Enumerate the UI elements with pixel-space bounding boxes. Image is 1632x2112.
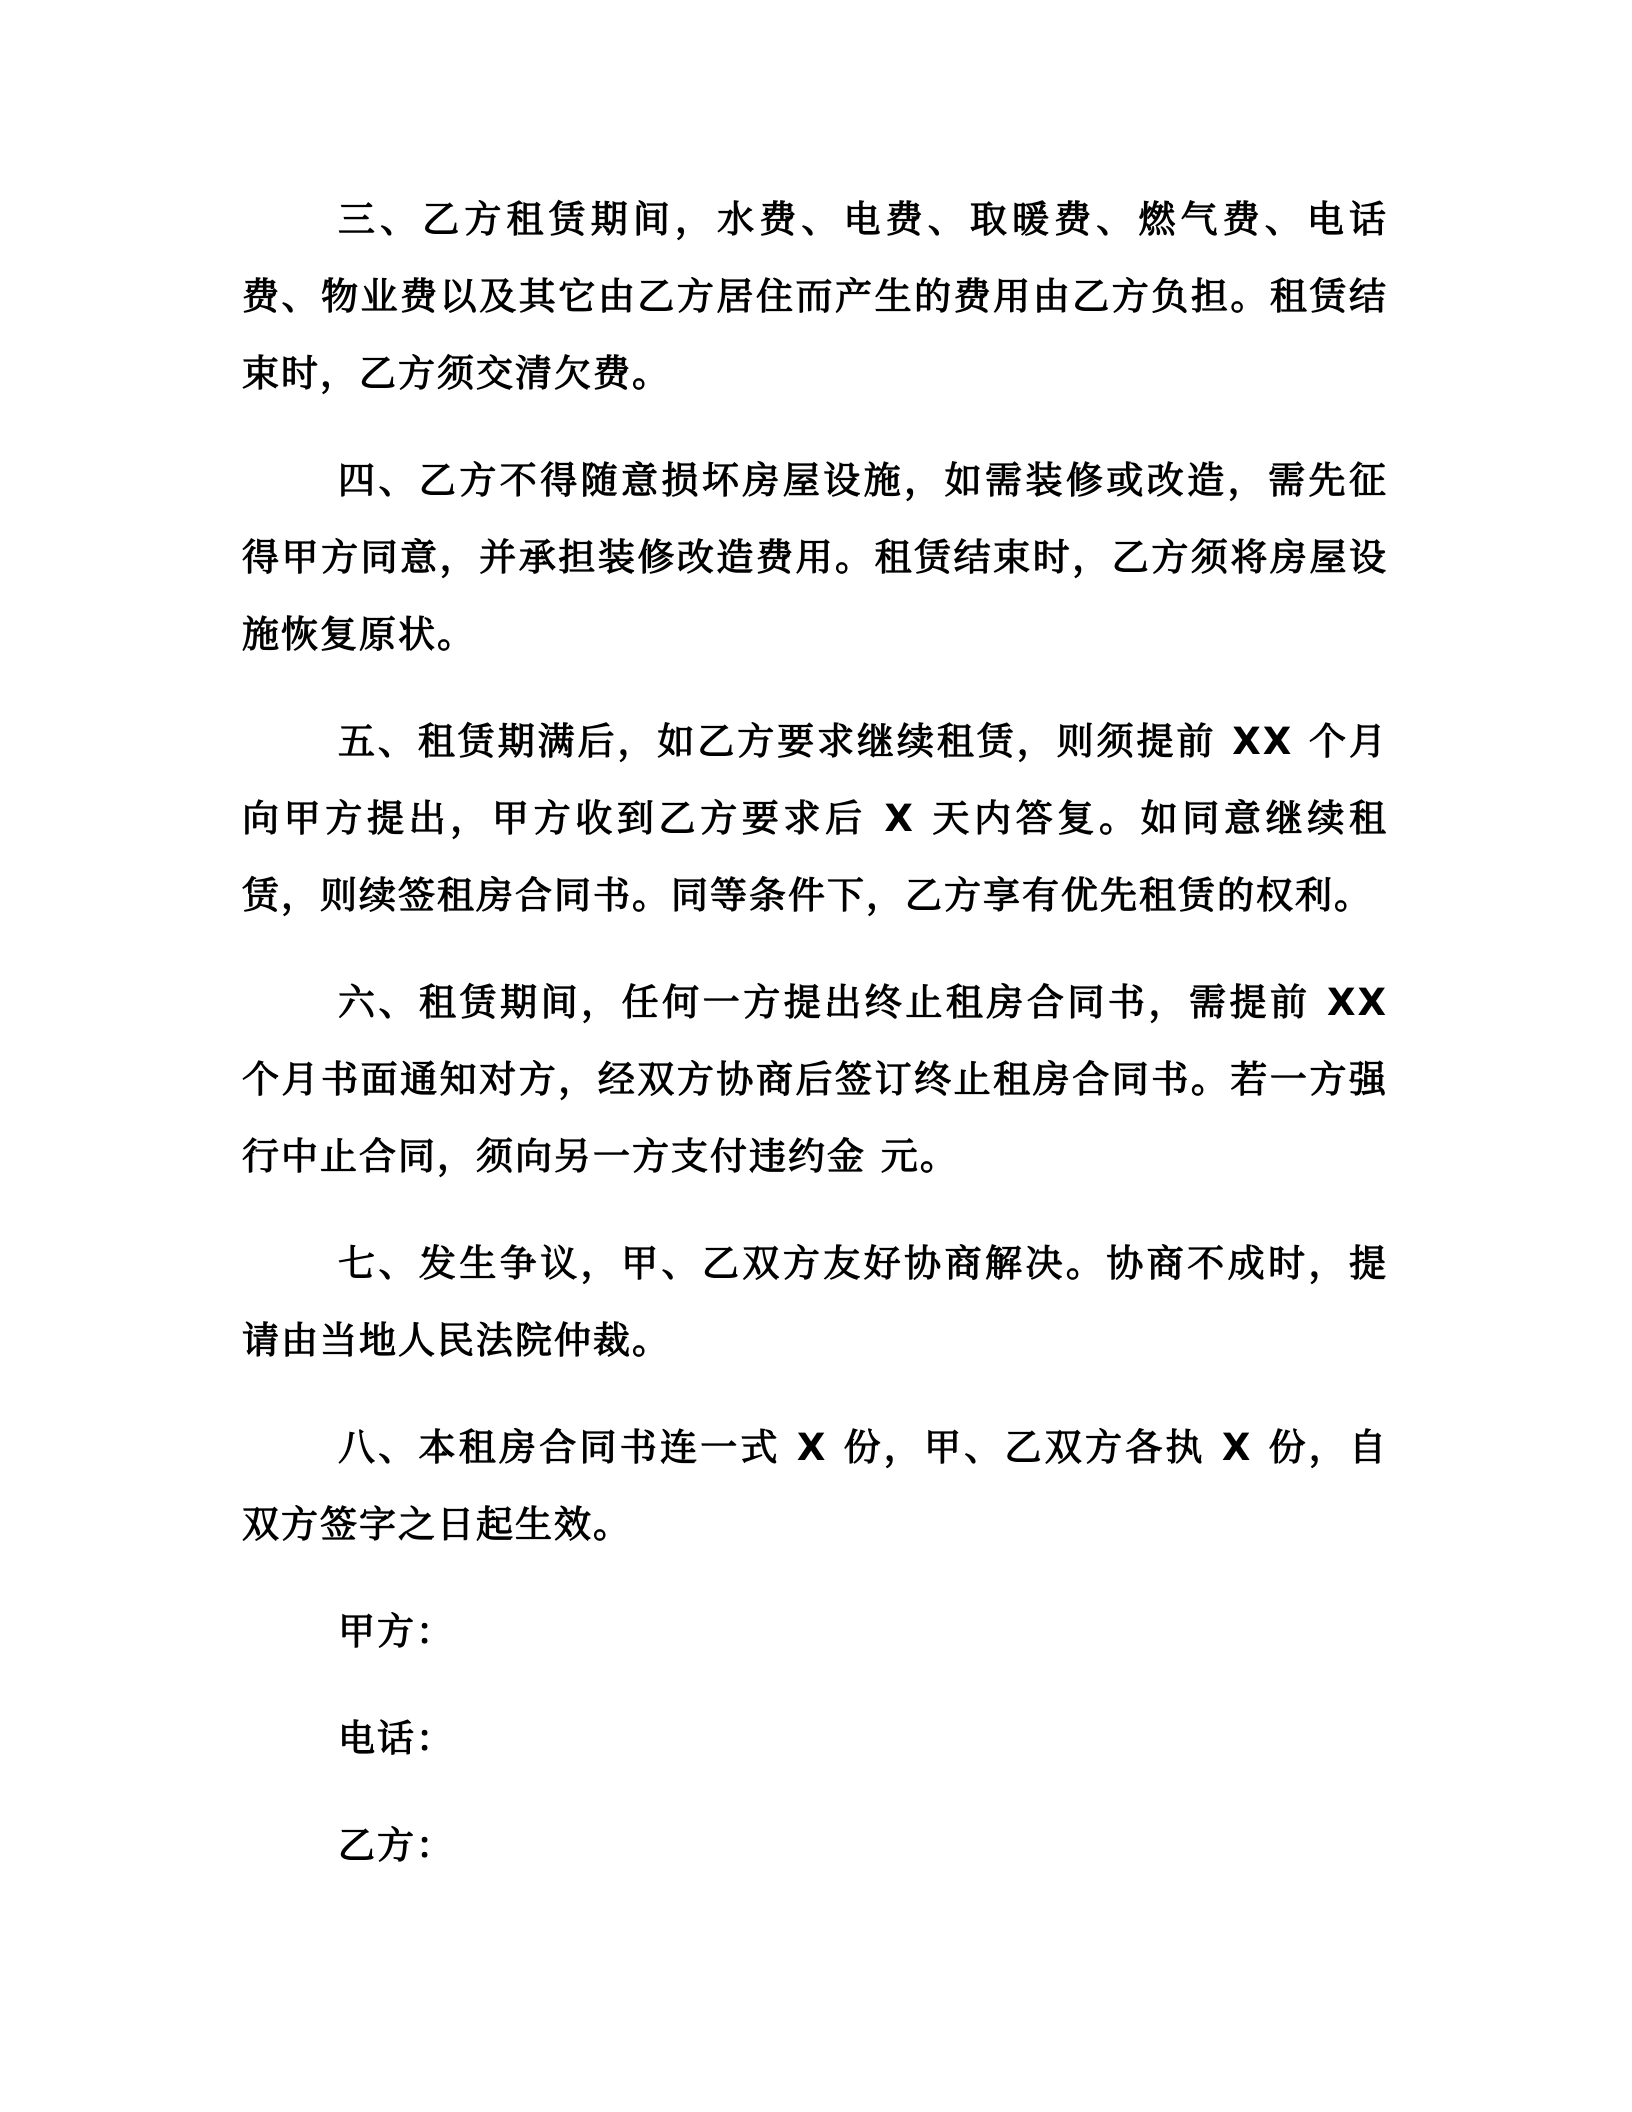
contract-clause-8: 八、本租房合同书连一式 X 份，甲、乙双方各执 X 份，自双方签字之日起生效。 [242,1426,1388,1546]
phone-label: 电话： [338,1717,455,1760]
contract-clause-7: 七、发生争议，甲、乙双方友好协商解决。协商不成时，提请由当地人民法院仲裁。 [242,1242,1388,1362]
contract-clause-5: 五、租赁期满后，如乙方要求继续租赁，则须提前 XX 个月向甲方提出，甲方收到乙方要求后 X 天内答复。如同意继续租赁，则续签租房合同书。同等条件下，乙方享有优先租赁的权利。 [242,720,1388,917]
contract-clause-3: 三、乙方租赁期间，水费、电费、取暖费、燃气费、电话费、物业费以及其它由乙方居住而产生的费用由乙方负担。租赁结束时，乙方须交清欠费。 [242,198,1388,395]
contract-clause-6: 六、租赁期间，任何一方提出终止租房合同书，需提前 XX 个月书面通知对方，经双方协商后签订终止租房合同书。若一方强行中止合同，须向另一方支付违约金 元。 [242,981,1388,1178]
contract-clause-4: 四、乙方不得随意损坏房屋设施，如需装修或改造，需先征得甲方同意，并承担装修改造费用。租赁结束时，乙方须将房屋设施恢复原状。 [242,459,1388,656]
party-a-signature-label: 甲方： [338,1610,455,1653]
party-b-signature-label: 乙方： [338,1824,455,1867]
